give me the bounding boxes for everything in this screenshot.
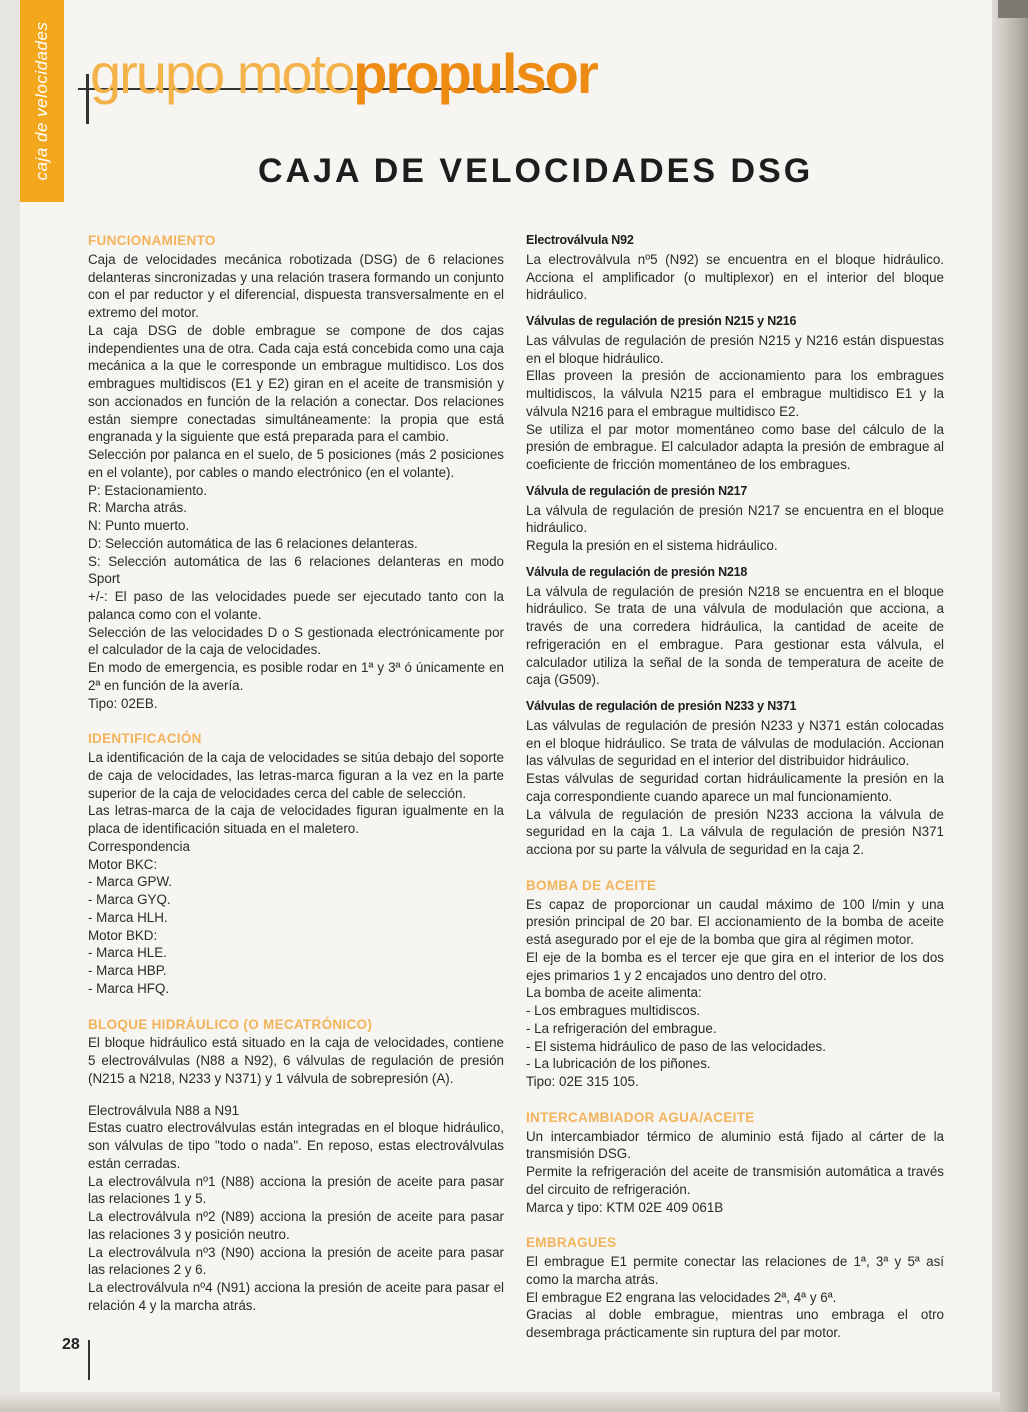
paragraph: La electroválvula nº3 (N90) acciona la presión de aceite para pasar las relaciones 2 y 6. [88,1244,504,1278]
paragraph: D: Selección automática de las 6 relaciones delanteras. [88,535,418,551]
subheading-n215-n216: Válvulas de regulación de presión N215 y N216 [526,314,797,328]
paragraph: Las válvulas de regulación de presión N215 y N216 están dispuestas en el bloque hidráulico. [526,332,944,366]
section-header [78,30,597,126]
heading-intercambiador: INTERCAMBIADOR AGUA/ACEITE [526,1109,755,1125]
page-number-rule [88,1340,90,1380]
left-column [88,232,504,1315]
subheading-n92: Electroválvula N92 [526,233,634,247]
paragraph: La bomba de aceite alimenta: [526,985,702,1001]
heading-bloque-hidraulico: BLOQUE HIDRÁULICO (O MECATRÓNICO) [88,1016,373,1032]
paragraph: La válvula de regulación de presión N217 se encuentra en el bloque hidráulico. [526,502,944,536]
header-tick [86,74,89,124]
paragraph: P: Estacionamiento. [88,482,208,498]
paragraph: Estas cuatro electroválvulas están integradas en el bloque hidráulico, son válvulas de tipo "todo o nada". En reposo, estas electroválvulas están cerradas. [88,1120,504,1171]
paragraph: Electroválvula N88 a N91 [88,1102,240,1118]
section-title-bold: propulsor [353,42,597,105]
paragraph: Las válvulas de regulación de presión N233 y N371 están colocadas en el bloque hidráulico. Se trata de válvulas de modulación. Accionan las válvulas de seguridad en el interior del distribuidor hidráulico. [526,717,944,769]
paragraph: La caja DSG de doble embrague se compone de dos cajas independientes una de otra. Cada caja está concebida como una caja mecánica a la que le corresponde un embrague multidisco. Los dos embragues multidiscos (E1 y E2) giran en el aceite de transmisión y son accionados en función de la relación a conectar. Dos relaciones están siempre conectadas simultáneamente: la propia que está engranada y la siguiente que está preparada para el cambio. [88,322,504,445]
paragraph: La identificación de la caja de velocidades se sitúa debajo del soporte de caja de velocidades, las letras-marca figuran a la vez en la parte superior de la caja de velocidades cerca del cable de selección. [88,750,504,801]
paragraph: Marca y tipo: KTM 02E 409 061B [526,1199,724,1215]
heading-embragues: EMBRAGUES [526,1235,617,1251]
paragraph: La electroválvula nº2 (N89) acciona la presión de aceite para pasar las relaciones 3 y posición neutro. [88,1209,504,1242]
funcionamiento-body [88,251,504,713]
paragraph: Se utiliza el par motor momentáneo como base del cálculo de la presión de embrague. El calculador adapta la presión de embrague al coeficiente de fricción momentáneo de los embragues. [526,421,944,472]
paragraph: La electroválvula nº4 (N91) acciona la presión de aceite para pasar el relación 4 y la marcha atrás. [88,1280,504,1313]
paragraph: - Marca HLE. [88,945,167,961]
page-number: 28 [62,1336,80,1353]
subheading-n218: Válvula de regulación de presión N218 [526,564,748,579]
page-left-margin [0,0,20,1412]
paragraph: Regula la presión en el sistema hidráulico. [526,538,778,553]
paragraph: - La lubricación de los piñones. [526,1056,711,1072]
paragraph-gap [88,1088,504,1102]
section-title-light: grupo moto [90,42,354,105]
subheading-n217: Válvula de regulación de presión N217 [526,483,748,498]
paragraph: Ellas proveen la presión de accionamiento para los embragues multidiscos, la válvula N215 para el embrague multidisco E1 y la válvula N216 para el embrague multidisco E2. [526,368,944,419]
paragraph: N: Punto muerto. [88,518,190,533]
paragraph: - Marca GYQ. [88,892,171,907]
paragraph: Un intercambiador térmico de aluminio está fijado al cárter de la transmisión DSG. [526,1128,944,1162]
paragraph: Estas válvulas de seguridad cortan hidráulicamente la presión en la caja correspondiente cuando aparece un mal funcionamiento. [526,771,944,804]
bloque-body [88,1034,504,1314]
identificacion-body [88,749,504,998]
paragraph: La válvula de regulación de presión N233 acciona la válvula de seguridad en la caja 1. La válvula de regulación de presión N371 acciona por su parte la válvula de seguridad en la caja 2. [526,806,944,857]
paragraph: Correspondencia [88,838,190,854]
paragraph: Caja de velocidades mecánica robotizada (DSG) de 6 relaciones delanteras sincronizadas y una relación trasera formando un conjunto con el par reductor y el diferencial, dispuesta transversalmente en el extremo del motor. [88,251,504,320]
heading-bomba-aceite: BOMBA DE ACEITE [526,877,657,893]
paragraph: Gracias al doble embrague, mientras uno embraga el otro desembraga prácticamente sin ruptura del par motor. [526,1307,944,1340]
paragraph: - Marca HFQ. [88,980,170,996]
paragraph: R: Marcha atrás. [88,500,187,516]
paragraph: La electroválvula nº1 (N88) acciona la presión de aceite para pasar las relaciones 1 y 5. [88,1173,504,1207]
page-corner-shadow [998,0,1028,18]
paragraph: Motor BKD: [88,927,158,943]
paragraph: El bloque hidráulico está situado en la caja de velocidades, contiene 5 electroválvulas (N88 a N92), 6 válvulas de regulación de presión (N215 a N218, N233 y N371) y 1 válvula de sobrepresión (A). [88,1035,504,1086]
paragraph: Es capaz de proporcionar un caudal máximo de 100 l/min y una presión principal de 20 bar. El accionamiento de la bomba de aceite está asegurado por el eje de la bomba que gira al régimen motor. [526,896,944,947]
page-title: CAJA DE VELOCIDADES DSG [258,152,814,190]
paragraph: - La refrigeración del embrague. [526,1020,717,1036]
paragraph: Tipo: 02E 315 105. [526,1074,639,1089]
section-title [90,44,597,104]
right-column [526,232,944,1342]
paragraph: S: Selección automática de las 6 relaciones delanteras en modo Sport [88,553,504,587]
paragraph: - Los embragues multidiscos. [526,1003,701,1018]
section-side-tab [20,0,64,202]
paragraph: Selección de las velocidades D o S gestionada electrónicamente por el calculador de la caja de velocidades. [88,624,504,658]
paragraph: +/-: El paso de las velocidades puede ser ejecutado tanto con la palanca como con el volante. [88,589,504,622]
paragraph: El embrague E2 engrana las velocidades 2ª, 4ª y 6ª. [526,1289,837,1305]
paragraph: La electroválvula nº5 (N92) se encuentra en el bloque hidráulico. Acciona el amplificador (o multiplexor) en el interior del bloque hidráulico. [526,251,944,303]
paragraph: El eje de la bomba es el tercer eje que gira en el interior de los dos ejes primarios 1 y 2 encajados uno dentro del otro. [526,949,944,983]
paragraph: La válvula de regulación de presión N218 se encuentra en el bloque hidráulico. Se trata de una válvula de modulación que acciona, a través de una corredera hidráulica, la cantidad de aceite de refrigeración en el embrague. Para gestionar esta válvula, el calculador utiliza la señal de la sonda de temperatura de aceite de caja (G509). [526,583,944,688]
heading-funcionamiento: FUNCIONAMIENTO [88,233,216,248]
paragraph: - Marca HLH. [88,909,168,925]
page-binding-edge [992,0,1028,1412]
paragraph: Permite la refrigeración del aceite de transmisión automática a través del circuito de refrigeración. [526,1164,944,1197]
side-tab-label: caja de velocidades [32,21,51,181]
page-bottom-edge [0,1392,1000,1412]
paragraph: Selección por palanca en el suelo, de 5 posiciones (más 2 posiciones en el volante), por cables o mando electrónico (en el volante). [88,447,504,480]
subheading-n233-n371: Válvulas de regulación de presión N233 y N371 [526,699,797,713]
paragraph: - Marca GPW. [88,874,173,890]
paragraph: El embrague E1 permite conectar las relaciones de 1ª, 3ª y 5ª así como la marcha atrás. [526,1254,944,1287]
paragraph: - El sistema hidráulico de paso de las velocidades. [526,1038,826,1054]
paragraph: Motor BKC: [88,856,158,872]
paragraph: Tipo: 02EB. [88,695,158,711]
paragraph: En modo de emergencia, es posible rodar en 1ª y 3ª ó únicamente en 2ª en función de la avería. [88,660,504,693]
paragraph: - Marca HBP. [88,963,167,978]
heading-identificacion: IDENTIFICACIÓN [88,731,202,747]
paragraph: Las letras-marca de la caja de velocidades figuran igualmente en la placa de identificación situada en el maletero. [88,803,504,836]
